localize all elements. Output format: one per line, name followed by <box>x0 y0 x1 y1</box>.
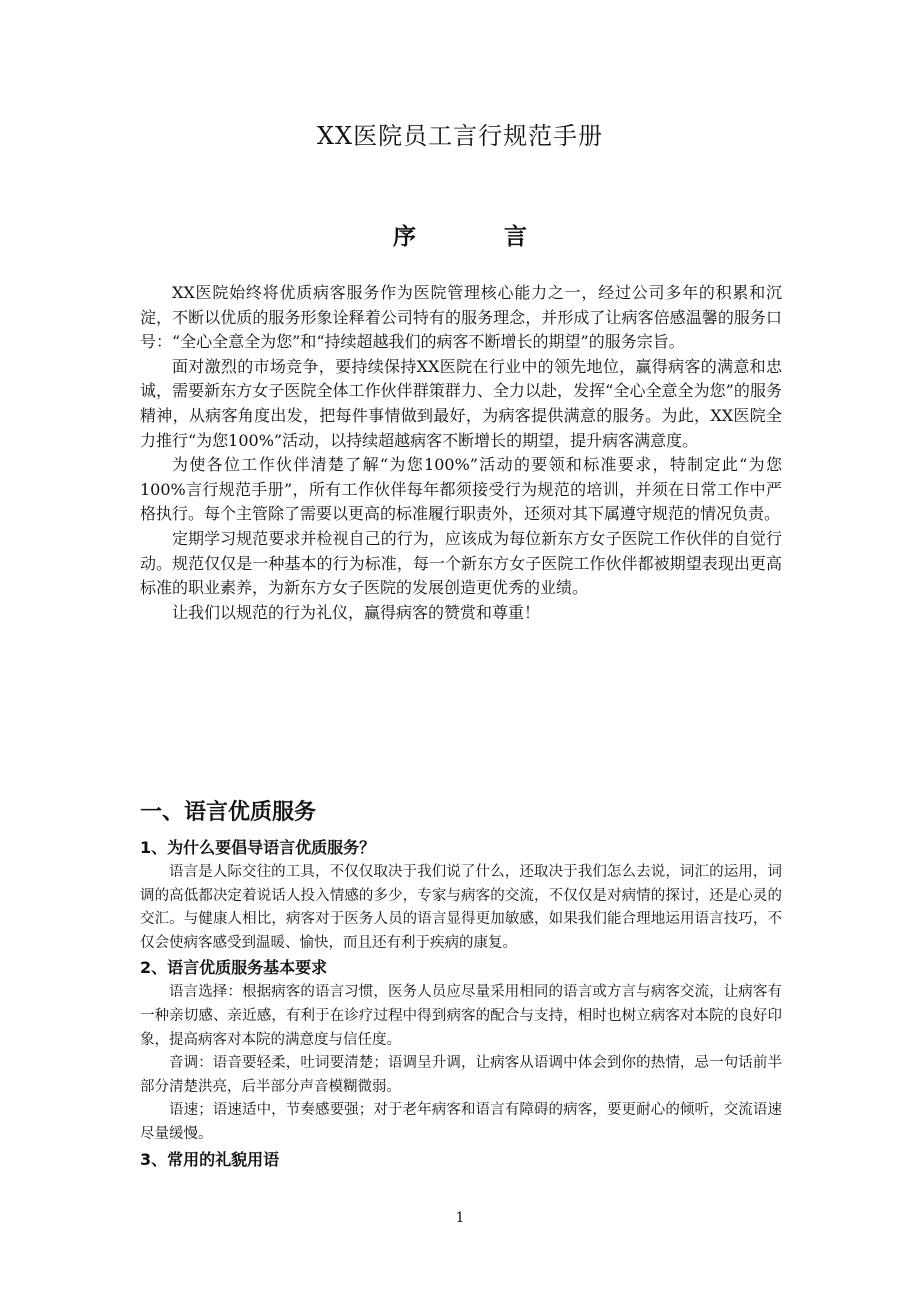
preface-paragraph: 为使各位工作伙伴清楚了解“为您100%”活动的要领和标准要求，特制定此“为您100%言行规范手册”，所有工作伙伴每年都须接受行为规范的培训，并须在日常工作中严格执行。每个主管除了需要以更高的标准履行职责外，还须对其下属遵守规范的情况负责。 <box>140 455 782 524</box>
preface-title <box>0 218 920 251</box>
section-body <box>140 835 782 1173</box>
preface-body <box>140 281 782 625</box>
subsection-heading: 1、为什么要倡导语言优质服务？ <box>140 838 376 857</box>
subsection-heading: 3、常用的礼貌用语 <box>140 1149 280 1169</box>
body-paragraph: 音调：语音要轻柔，吐词要清楚；语调呈升调，让病客从语调中体会到你的热情，忌一句话前半部分清楚洪亮，后半部分声音模糊微弱。 <box>140 1055 782 1095</box>
preface-title-right: 言 <box>504 223 527 250</box>
preface-paragraph: 让我们以规范的行为礼仪，赢得病客的赞赏和尊重！ <box>172 602 541 622</box>
body-paragraph: 语速；语速适中，节奏感要强；对于老年病客和语言有障碍的病客，要更耐心的倾听，交流语速尽量缓慢。 <box>140 1102 782 1142</box>
body-paragraph: 语言选择：根据病客的语言习惯，医务人员应尽量采用相同的语言或方言与病客交流，让病客有一种亲切感、亲近感，有利于在诊疗过程中得到病客的配合与支持，相时也树立病客对本院的良好印象，提高病客对本院的满意度与信任度。 <box>140 984 782 1048</box>
page-number: 1 <box>455 1210 465 1226</box>
preface-paragraph: 定期学习规范要求并检视自己的行为，应该成为每位新东方女子医院工作伙伴的自觉行动。规范仅仅是一种基本的行为标准，每一个新东方女子医院工作伙伴都被期望表现出更高标准的职业素养，为新东方女子医院的发展创造更优秀的业绩。 <box>140 528 782 598</box>
preface-paragraph: XX医院始终将优质病客服务作为医院管理核心能力之一，经过公司多年的积累和沉淀，不断以优质的服务形象诠释着公司特有的服务理念，并形成了让病客倍感温馨的服务口号：“全心全意全为您”和“持续超越我们的病客不断增长的期望”的服务宗旨。 <box>140 283 782 352</box>
body-paragraph: 语言是人际交往的工具，不仅仅取决于我们说了什么，还取决于我们怎么去说，词汇的运用，词调的高低都决定着说话人投入情感的多少，专家与病客的交流，不仅仅是对病情的探讨，还是心灵的交汇。与健康人相比，病客对于医务人员的语言显得更加敏感，如果我们能合理地运用语言技巧，不仅会使病客感受到温暖、愉快，而且还有利于疾病的康复。 <box>140 864 782 951</box>
preface-paragraph: 面对激烈的市场竞争，要持续保持XX医院在行业中的领先地位，赢得病客的满意和忠诚，需要新东方女子医院全体工作伙伴群策群力、全力以赴，发挥“全心全意全为您”的服务精神，从病客角度出发，把每件事情做到最好，为病客提供满意的服务。为此，XX医院全力推行“为您100%”活动，以持续超越病客不断增长的期望，提升病客满意度。 <box>140 356 782 450</box>
document-title: XX医院员工言行规范手册 <box>316 122 604 150</box>
section-heading: 一、语言优质服务 <box>140 800 317 825</box>
subsection-heading: 2、语言优质服务基本要求 <box>140 958 328 978</box>
preface-title-left: 序 <box>393 223 416 250</box>
